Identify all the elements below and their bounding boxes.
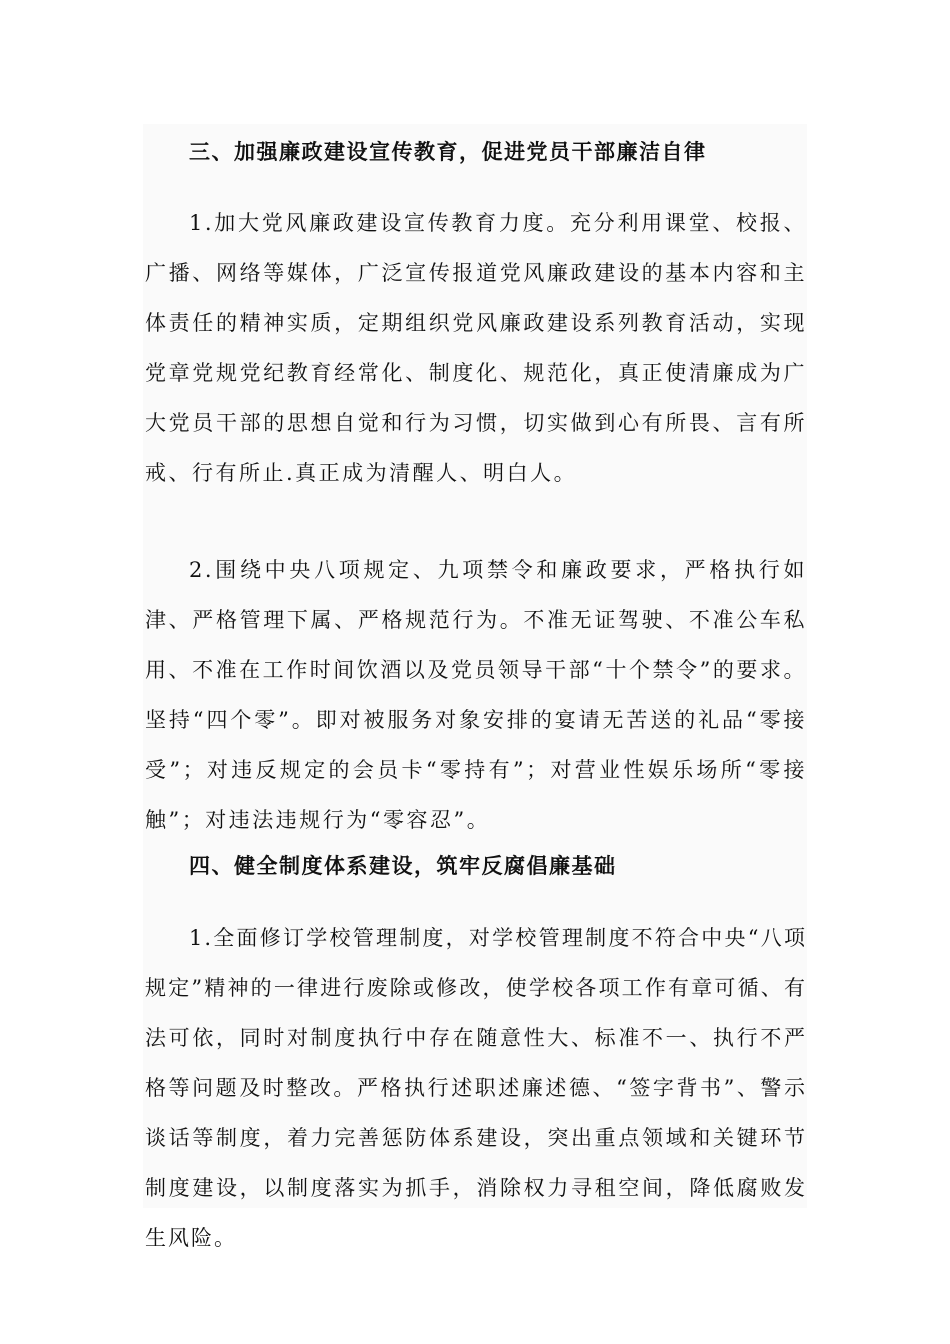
paragraph-3-1: 1.加大党风廉政建设宣传教育力度。充分利用课堂、校报、广播、网络等媒体，广泛宣传报道党风廉政建设的基本内容和主体责任的精神实质，定期组织党风廉政建设系列教育活动，实现党章党规党纪教育经常化、制度化、规范化，真正使清廉成为广大党员干部的思想自觉和行为习惯，切实做到心有所畏、言有所戒、行有所止.真正成为清醒人、明白人。 xyxy=(145,211,807,485)
document-body xyxy=(143,124,807,1250)
paragraph-3-2: 2.围绕中央八项规定、九项禁令和廉政要求，严格执行如津、严格管理下属、严格规范行为。不准无证驾驶、不准公车私用、不准在工作时间饮酒以及党员领导干部“十个禁令”的要求。坚持“四个零”。即对被服务对象安排的宴请无苦送的礼品“零接受”；对违反规定的会员卡“零持有”；对营业性娱乐场所“零接触”；对违法违规行为“零容忍”。 xyxy=(145,558,807,832)
paragraph-4-1: 1.全面修订学校管理制度，对学校管理制度不符合中央“八项规定”精神的一律进行废除或修改，使学校各项工作有章可循、有法可依，同时对制度执行中存在随意性大、标准不一、执行不严格等问题及时整改。严格执行述职述廉述德、“签字背书”、警示谈话等制度，着力完善惩防体系建设，突出重点领域和关键环节制度建设，以制度落实为抓手，消除权力寻租空间，降低腐败发生风险。 xyxy=(145,926,807,1250)
section-heading-4: 四、健全制度体系建设，筑牢反腐倡廉基础 xyxy=(189,853,617,878)
section-heading-3: 三、加强廉政建设宣传教育，促进党员干部廉洁自律 xyxy=(189,139,707,164)
